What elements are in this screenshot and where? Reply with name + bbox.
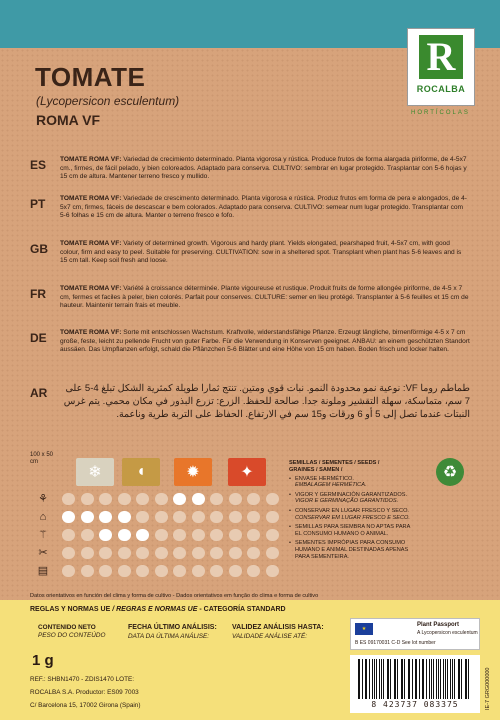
barcode-bar (366, 659, 367, 699)
legend-item (289, 524, 414, 538)
month-cell (99, 565, 112, 577)
month-cell (155, 493, 168, 505)
month-cell (155, 565, 168, 577)
month-cell (247, 565, 260, 577)
description-lead: TOMATE ROMA VF: (60, 329, 122, 336)
protected-sowing-icon: ⌂ (39, 511, 47, 523)
ref-text: REF.: SHBN1470 - ZDIS1470 LOTE: (30, 676, 135, 683)
legend-item-main: CONSERVAR EN LUGAR FRESCO Y SECO. (295, 507, 409, 514)
month-cell (118, 529, 131, 541)
month-cell (229, 511, 242, 523)
month-cell (247, 529, 260, 541)
passport-title: Plant Passport (417, 622, 460, 628)
legend-item-main: SEMENTES IMPRÓPIAS PARA CONSUMO HUMANO E ANIMAL DESTINADAS APENAS PARA SEMENTEIRA. (295, 539, 409, 560)
month-cell (118, 493, 131, 505)
month-cell (192, 511, 205, 523)
spacing-unit: cm (30, 459, 38, 465)
month-cell (136, 547, 149, 559)
month-cell (229, 547, 242, 559)
analysis-label: FECHA ÚLTIMO ANÁLISIS: (128, 624, 217, 631)
month-cell (210, 565, 223, 577)
month-cell (99, 529, 112, 541)
category-text: - CATEGORÍA STANDARD (199, 606, 286, 613)
month-cell (136, 511, 149, 523)
net-label-pt: PESO DO CONTEÚDO (38, 632, 106, 639)
eu-flag-icon: ★ (355, 623, 373, 635)
description-gb (60, 240, 470, 266)
temperature-icon: ✦ (228, 458, 266, 486)
month-cell (173, 547, 186, 559)
side-code: IE-7 GRG000000 (485, 667, 491, 710)
month-cell (81, 547, 94, 559)
description-es (60, 156, 470, 182)
recycle-icon: ♻ (436, 458, 464, 486)
month-cell (62, 493, 75, 505)
description-body: Variété à croissance déterminée. Plante vigoureuse et rustique. Produit fruits de forme allongée piriforme, de 4-5 x 7 cm, fermes et faciles à peler, bien colorés. Parfait pour conserves. CULTURE: semer en lieu protégé. Transplanter à 5-6 feuilles et 15 cm de hauteur. Maintenir terrain frais et meuble. (60, 285, 469, 310)
harvest-icon: ✂ (38, 547, 48, 559)
description-body: Sorte mit entschlossen Wachstum. Kraftvolle, widerstandsfähige Pflanze. Erzeugt längliche, birnenförmige 4-5 x 7 cm große, feste, leicht zu pellende Frucht von guter Farbe. Für die Verwendung in Konserven geeignet. ANBAU: an einem geschützten Standort aussäen. Das Umpflanzen erfolgt, schald die Pflänzchen 5-6 Blätter und eine Höhe von 15 cm haben. Boden frisch und locker halten. (60, 329, 470, 354)
legend-list (289, 476, 414, 561)
legend-item (289, 492, 414, 506)
brand-logo (407, 28, 475, 106)
legend-item-alt: EMBALAGEM HERMÉTICA. (295, 482, 367, 489)
product-latin-name: (Lycopersicon esculentum) (36, 94, 180, 108)
legend-header-2: GRAINES / SAMEN / (289, 466, 343, 473)
month-cell (173, 493, 186, 505)
month-cell (247, 493, 260, 505)
month-cell (99, 493, 112, 505)
description-de (60, 329, 470, 355)
month-cell (99, 547, 112, 559)
month-cell (62, 529, 75, 541)
lang-code-ar: AR (30, 386, 48, 400)
month-cell (173, 565, 186, 577)
month-cell (173, 529, 186, 541)
month-cell (118, 511, 131, 523)
lang-code-es: ES (30, 158, 47, 172)
producer-text: ROCALBA S.A. Productor: ES09 7003 (30, 689, 139, 696)
month-cell (192, 547, 205, 559)
analysis-label-pt: DATA DA ÚLTIMA ANÁLISE: (128, 633, 210, 640)
calendar-row (62, 492, 287, 506)
legend-item-main: VIGOR Y GERMINACIÓN GARANTIZADOS. (295, 491, 407, 498)
month-cell (81, 565, 94, 577)
month-cell (210, 529, 223, 541)
description-lead: TOMATE ROMA VF: (60, 156, 122, 163)
barcode-bars (358, 659, 472, 699)
sun-icon: ✹ (174, 458, 212, 486)
rules-text-pt: / REGRAS E NORMAS UE (112, 606, 198, 613)
barcode (350, 655, 480, 713)
month-cell (173, 511, 186, 523)
month-cell (229, 493, 242, 505)
month-cell (62, 547, 75, 559)
legend-item (289, 476, 414, 490)
calendar-row (62, 528, 287, 542)
passport-species: A Lycopersicon esculentum (417, 630, 478, 636)
description-lead: TOMATE ROMA VF: (60, 240, 122, 247)
description-fr (60, 285, 470, 311)
legend-header: SEMILLAS / SEMENTES / SEEDS / (289, 460, 380, 466)
legend-item-main: ENVASE HERMÉTICO. (295, 475, 354, 482)
transplant-icon: ⚚ (38, 529, 48, 541)
calendar-row (62, 546, 287, 560)
logo-letter: R (419, 35, 463, 79)
month-cell (136, 529, 149, 541)
product-variety: ROMA VF (36, 112, 101, 128)
month-cell (136, 565, 149, 577)
month-cell (210, 511, 223, 523)
month-cell (118, 547, 131, 559)
month-cell (155, 547, 168, 559)
month-cell (136, 493, 149, 505)
validity-label-pt: VALIDADE ANÁLISE ATÉ: (232, 633, 308, 640)
description-ar: طماطم روما VF: نوعية نمو محدودة النمو. نبات قوي ومتين. تنتج ثمارا طويلة كمثرية الشكل تبلغ 4-5 على 7 سم، متماسكة، سهلة التقشير وملونة جدا. صالحة للحفظ. الزرع: تزرع البذور في مكان محمي. يتم غرس النبتات عندما تصل إلى 5 أو 6 ورقات و15 سم في الارتفاع. الحفاظ على التربة طرية وناعمة. (63, 383, 470, 420)
seed-legend (289, 460, 414, 563)
calendar-row (62, 510, 287, 524)
month-cell (229, 529, 242, 541)
month-cell (192, 565, 205, 577)
month-cell (247, 511, 260, 523)
month-cell (266, 565, 279, 577)
month-cell (192, 529, 205, 541)
month-cell (155, 529, 168, 541)
month-cell (118, 565, 131, 577)
barcode-bar (450, 659, 451, 699)
legend-item-main: SEMILLAS PARA SIEMBRA NO APTAS PARA EL CONSUMO HUMANO O ANIMAL. (295, 523, 411, 537)
rules-text: REGLAS Y NORMAS UE (30, 606, 111, 613)
seed-icon: ◖ (122, 458, 160, 486)
logo-subtitle: HORTÍCOLAS (411, 110, 470, 116)
description-lead: TOMATE ROMA VF: (60, 285, 122, 292)
month-cell (266, 493, 279, 505)
spacing-label (30, 452, 53, 466)
frost-icon: ❄ (76, 458, 114, 486)
month-cell (266, 511, 279, 523)
legend-item (289, 508, 414, 522)
lang-code-de: DE (30, 331, 47, 345)
lang-code-fr: FR (30, 287, 46, 301)
month-cell (210, 547, 223, 559)
lang-code-gb: GB (30, 242, 48, 256)
passport-codes: B ES 09170031 C-D See lot number (355, 640, 436, 646)
month-cell (62, 511, 75, 523)
barcode-bar (423, 659, 424, 699)
calendar-row (62, 564, 287, 578)
net-weight: 1 g (32, 652, 54, 669)
month-cell (81, 511, 94, 523)
validity-label: VALIDEZ ANÁLISIS HASTA: (232, 624, 324, 631)
month-cell (81, 529, 94, 541)
month-cell (155, 511, 168, 523)
month-cell (266, 547, 279, 559)
net-label: CONTENIDO NETO (38, 624, 96, 631)
month-cell (229, 565, 242, 577)
month-cell (62, 565, 75, 577)
footer-rules (30, 606, 286, 614)
legend-item-alt: CONSERVAR EM LUGAR FRESCO E SECO. (295, 514, 410, 521)
legend-item (289, 540, 414, 560)
description-body: Variety of determined growth. Vigorous and hardy plant. Yields elongated, pearshaped fruit, 4-5x7 cm, with good colour, firm and easy to peel. Suitable for preserving. CULTIVATION: sow in a sheltered spot. Transplant when plant has 5-6 leaves and is 15 cm tall. Keep soil fresh and loose. (60, 240, 462, 265)
month-cell (210, 493, 223, 505)
product-title: TOMATE (35, 62, 146, 92)
spacing-value: 100 x 50 (30, 452, 54, 458)
month-cell (266, 529, 279, 541)
plant-passport (350, 618, 480, 650)
logo-brand-name: ROCALBA (416, 84, 466, 94)
month-cell (192, 493, 205, 505)
description-pt (60, 195, 470, 221)
month-cell (247, 547, 260, 559)
month-cell (99, 511, 112, 523)
description-body: Variedad de crecimiento determinado. Planta vigorosa y rústica. Produce frutos de forma alargada piriforme, de 4-5x7 cm., firmes, de fácil pelado, y bien coloreados. Adaptado para conserva. CULTIVO: sembrar en lugar protegido. Trasplantar con 5-6 hojas y 15 cm de altura. Mantener terreno fresco y mullido. (60, 156, 467, 181)
barcode-number: 8 423737 083375 (371, 700, 459, 709)
climate-note: Datos orientativos en función del clima y forma de cultivo - Dados orientativos em função do clima e forma de cultivo (30, 593, 319, 599)
description-lead: TOMATE ROMA VF: (60, 195, 122, 202)
legend-item-alt: VIGOR E GERMINAÇÃO GARANTIDOS. (295, 498, 399, 505)
month-cell (81, 493, 94, 505)
sowing-icon: ⚘ (38, 493, 48, 505)
barcode-bar (404, 659, 405, 699)
description-body: Variedade de crescimento determinado. Planta vigorosa e rústica. Produz frutos em forma de pera e alongados, de 4-5x7 cm, firmes, fáceis de descascar e bem colorados. Adaptado para conserva. CULTIVO: semear num lugar protegido. Transplantar com 5-6 folhas e 15 cm de altura. Manter o terreno fresco e fofo. (60, 195, 467, 220)
address-text: C/ Barcelona 15, 17002 Girona (Spain) (30, 702, 141, 709)
lang-code-pt: PT (30, 197, 46, 211)
barcode-bar (383, 659, 384, 699)
storage-icon: ▤ (37, 565, 49, 577)
